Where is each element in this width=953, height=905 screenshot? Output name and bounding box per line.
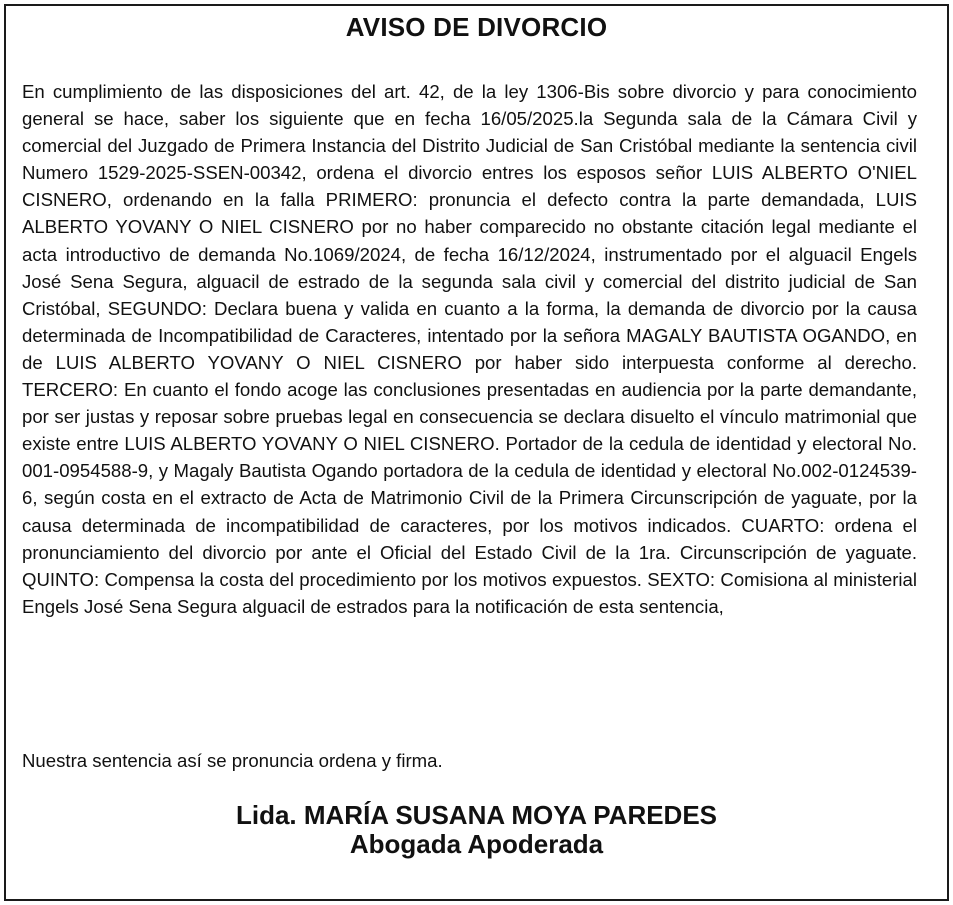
closing-statement: Nuestra sentencia así se pronuncia ordena y firma. [22, 750, 443, 771]
notice-title: AVISO DE DIVORCIO [345, 12, 608, 42]
signature-name: Lida. MARÍA SUSANA MOYA PAREDES [235, 800, 718, 830]
signature-role: Abogada Apoderada [349, 829, 604, 859]
notice-body: En cumplimiento de las disposiciones del art. 42, de la ley 1306-Bis sobre divorcio y para conocimiento general se hace, saber los siguiente que en fecha 16/05/2025.la Segunda sala de la Cámara Civil y comercial del Juzgado de Primera Instancia del Distrito Judicial de San Cristóbal mediante la sentencia civil Numero 1529-2025-SSEN-00342, ordena el divorcio entres los esposos señor LUIS ALBERTO O'NIEL CISNERO, ordenando en la falla PRIMERO: pronuncia el defecto contra la parte demandada, LUIS ALBERTO YOVANY O NIEL CISNERO por no haber comparecido no obstante citación legal mediante el acta introductivo de demanda No.1069/2024, de fecha 16/12/2024, instrumentado por el alguacil Engels José Sena Segura, alguacil de estrado de la segunda sala civil y comercial del distrito judicial de San Cristóbal, SEGUNDO: Declara buena y valida en cuanto a la forma, la demanda de divorcio por la causa determinada de Incompatibilidad de Caracteres, intentado por la señora MAGALY BAUTISTA OGANDO, en de LUIS ALBERTO YOVANY O NIEL CISNERO por haber sido interpuesta conforme al derecho. TERCERO: En cuanto el fondo acoge las conclusiones presentadas en audiencia por la parte demandante, por ser justas y reposar sobre pruebas legal en consecuencia se declara disuelto el vínculo matrimonial que existe entre LUIS ALBERTO YOVANY O NIEL CISNERO. Portador de la cedula de identidad y electoral No. 001-0954588-9, y Magaly Bautista Ogando portadora de la cedula de identidad y electoral No.002-0124539-6, según costa en el extracto de Acta de Matrimonio Civil de la Primera Circunscripción de yaguate, por la causa determinada de incompatibilidad de caracteres, por los motivos indicados. CUARTO: ordena el pronunciamiento del divorcio por ante el Oficial del Estado Civil de la 1ra. Circunscripción de yaguate. QUINTO: Compensa la costa del procedimiento por los motivos expuestos. SEXTO: Comisiona al ministerial Engels José Sena Segura alguacil de estrados para la notificación de esta sentencia, [22, 81, 917, 617]
